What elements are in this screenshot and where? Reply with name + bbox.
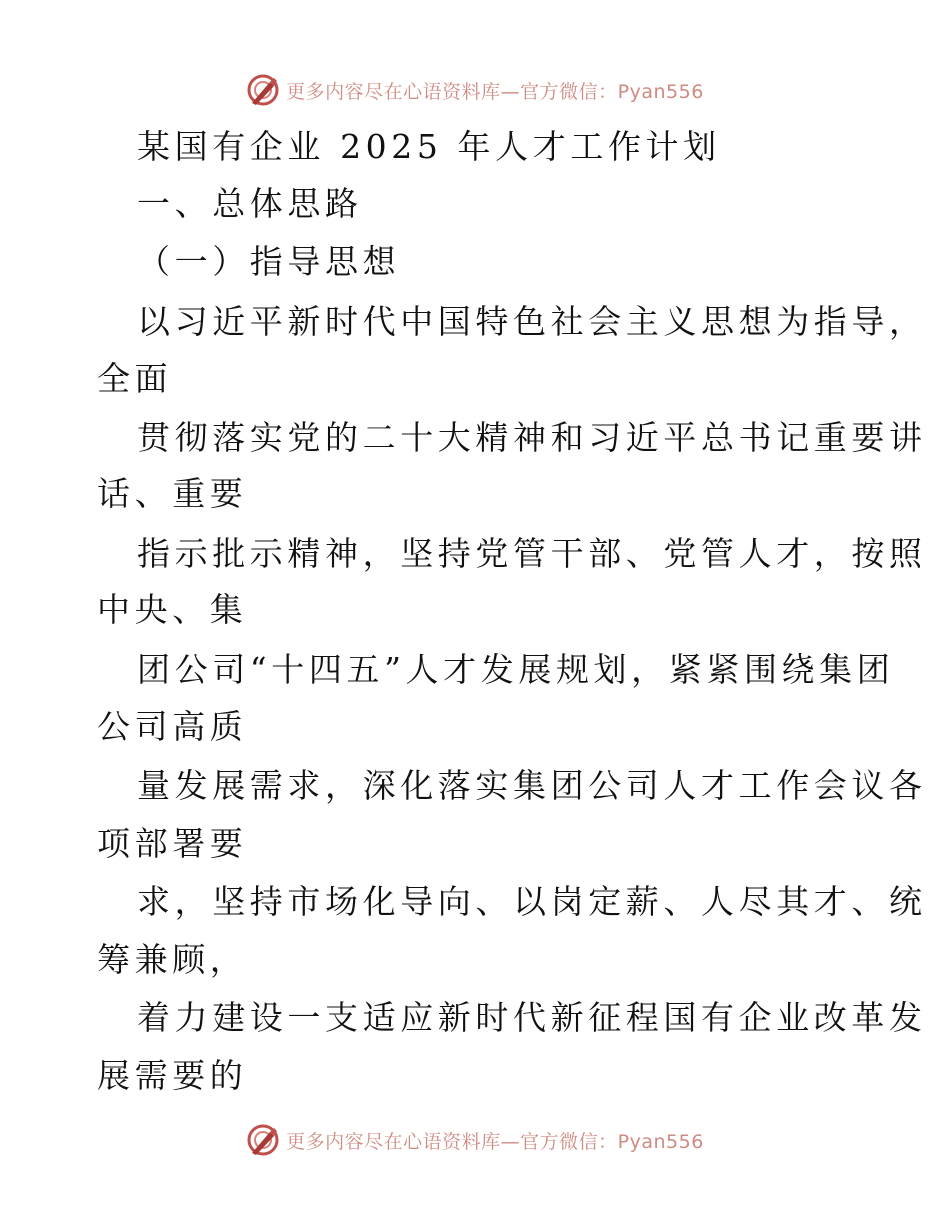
watermark-text: 更多内容尽在心语资料库—官方微信：Pyan556 [286,80,704,103]
pen-logo-icon [246,1123,280,1157]
paragraph-line: 展需要的 [97,1056,248,1095]
document-title: 某国有企业 2025 年人才工作计划 [137,127,721,166]
subsection-heading: （一）指导思想 [137,242,401,281]
pen-logo-icon [246,73,280,107]
paragraph-line: 指示批示精神，坚持党管干部、党管人才，按照 [137,534,927,573]
paragraph-line: 求，坚持市场化导向、以岗定薪、人尽其才、统 [137,882,927,921]
paragraph-line: 全面 [97,359,173,398]
paragraph-line: 着力建设一支适应新时代新征程国有企业改革发 [137,998,927,1037]
paragraph-line: 团公司“十四五”人才发展规划，紧紧围绕集团 [137,650,895,689]
section-heading: 一、总体思路 [137,184,363,223]
paragraph-line: 公司高质 [97,707,248,746]
watermark-banner-bottom [0,1120,950,1160]
watermark-text: 更多内容尽在心语资料库—官方微信：Pyan556 [286,1130,704,1153]
paragraph-line: 以习近平新时代中国特色社会主义思想为指导， [137,302,927,341]
paragraph-line: 贯彻落实党的二十大精神和习近平总书记重要讲 [137,418,927,457]
paragraph-line: 筹兼顾， [97,940,248,979]
paragraph-line: 项部署要 [97,824,248,863]
paragraph-line: 话、重要 [97,474,248,513]
watermark-banner-top [0,70,950,110]
paragraph-line: 中央、集 [97,590,248,629]
paragraph-line: 量发展需求，深化落实集团公司人才工作会议各 [137,766,927,805]
